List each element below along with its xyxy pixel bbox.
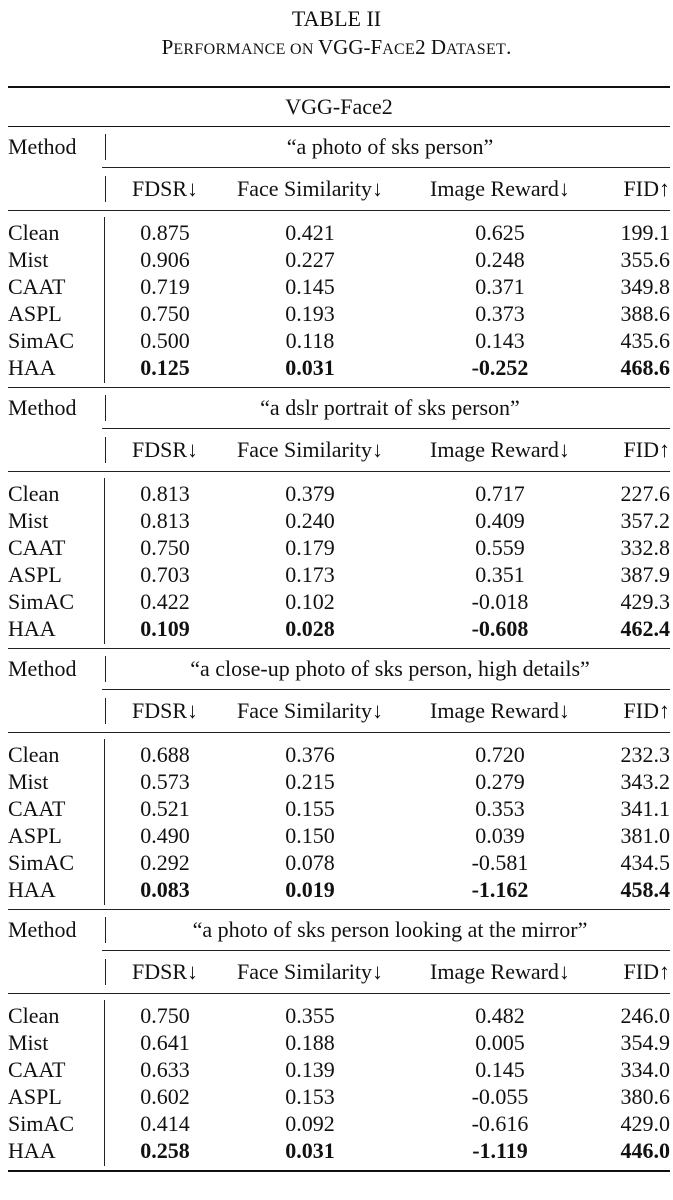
method-cell: SimAC — [8, 589, 75, 614]
face-similarity-cell: 0.150 — [285, 823, 335, 848]
method-cell: CAAT — [8, 796, 66, 821]
table-row — [8, 219, 670, 246]
col-header-fid: FID↑ — [623, 959, 670, 984]
column-separator — [104, 739, 105, 905]
table-row — [8, 1002, 670, 1029]
method-header: Method — [8, 656, 77, 681]
col-header-image-reward: Image Reward↓ — [430, 176, 570, 201]
fdsr-cell: 0.292 — [140, 850, 190, 875]
table-row — [8, 876, 670, 903]
face-similarity-cell: 0.188 — [285, 1030, 335, 1055]
fdsr-cell: 0.602 — [140, 1084, 190, 1109]
fid-cell: 355.6 — [620, 247, 670, 272]
image-reward-cell: 0.373 — [475, 301, 525, 326]
fdsr-cell: 0.875 — [140, 220, 190, 245]
method-cell: ASPL — [8, 1084, 62, 1109]
method-cell: HAA — [8, 1138, 56, 1163]
fdsr-cell: 0.688 — [140, 742, 190, 767]
column-separator — [105, 134, 106, 160]
image-reward-cell: -0.608 — [471, 616, 529, 641]
column-separator — [105, 917, 106, 943]
face-similarity-cell: 0.102 — [285, 589, 335, 614]
col-header-face-similarity: Face Similarity↓ — [236, 437, 384, 462]
method-cell: Clean — [8, 1003, 60, 1028]
image-reward-cell: -0.616 — [471, 1111, 529, 1136]
fid-cell: 332.8 — [620, 535, 670, 560]
prompt-block — [8, 649, 670, 910]
table-row — [8, 534, 670, 561]
table-row — [8, 300, 670, 327]
method-header: Method — [8, 917, 77, 942]
image-reward-cell: 0.625 — [475, 220, 525, 245]
image-reward-cell: -1.162 — [471, 877, 529, 902]
face-similarity-cell: 0.355 — [285, 1003, 335, 1028]
method-cell: ASPL — [8, 823, 62, 848]
col-header-image-reward: Image Reward↓ — [430, 959, 570, 984]
face-similarity-cell: 0.376 — [285, 742, 335, 767]
face-similarity-cell: 0.179 — [285, 535, 335, 560]
fid-cell: 380.6 — [620, 1084, 670, 1109]
fid-cell: 387.9 — [620, 562, 670, 587]
face-similarity-cell: 0.227 — [285, 247, 335, 272]
prompt-block — [8, 910, 670, 1172]
fdsr-cell: 0.083 — [140, 877, 190, 902]
method-cell: SimAC — [8, 1111, 75, 1136]
col-header-face-similarity: Face Similarity↓ — [236, 959, 384, 984]
fid-cell: 199.1 — [620, 220, 670, 245]
method-cell: HAA — [8, 355, 56, 380]
column-header-row — [8, 168, 670, 210]
fid-cell: 435.6 — [620, 328, 670, 353]
data-section — [8, 994, 670, 1170]
column-separator — [105, 698, 106, 724]
fdsr-cell: 0.641 — [140, 1030, 190, 1055]
fdsr-cell: 0.750 — [140, 535, 190, 560]
dataset-header: VGG-Face2 — [285, 94, 393, 119]
image-reward-cell: 0.717 — [475, 481, 525, 506]
method-cell: HAA — [8, 877, 56, 902]
col-header-fdsr: FDSR↓ — [131, 959, 199, 984]
table-row — [8, 588, 670, 615]
fid-cell: 357.2 — [620, 508, 670, 533]
method-cell: ASPL — [8, 562, 62, 587]
fdsr-cell: 0.125 — [140, 355, 190, 380]
column-header-row — [8, 690, 670, 732]
method-cell: Mist — [8, 247, 49, 272]
face-similarity-cell: 0.145 — [285, 274, 335, 299]
column-header-row — [8, 429, 670, 471]
prompt-text: “a photo of sks person looking at the mirror” — [192, 917, 588, 942]
title-part: ACE — [382, 41, 416, 58]
col-header-fid: FID↑ — [623, 698, 670, 723]
col-header-fid: FID↑ — [623, 437, 670, 462]
column-separator — [105, 959, 106, 985]
table-row — [8, 561, 670, 588]
fid-cell: 429.0 — [620, 1111, 670, 1136]
column-separator — [104, 217, 105, 383]
bottom-rule — [8, 1170, 670, 1172]
prompt-row — [8, 910, 670, 950]
fid-cell: 349.8 — [620, 274, 670, 299]
title-part: VGG-F — [318, 35, 383, 59]
method-cell: SimAC — [8, 850, 75, 875]
method-cell: CAAT — [8, 1057, 66, 1082]
table-row — [8, 1029, 670, 1056]
col-header-image-reward: Image Reward↓ — [430, 698, 570, 723]
image-reward-cell: 0.039 — [475, 823, 525, 848]
table-row — [8, 480, 670, 507]
col-header-fdsr: FDSR↓ — [131, 176, 199, 201]
method-cell: Clean — [8, 220, 60, 245]
table-body — [8, 127, 670, 1172]
image-reward-cell: -0.581 — [471, 850, 529, 875]
table-row — [8, 822, 670, 849]
column-header-row — [8, 951, 670, 993]
fdsr-cell: 0.573 — [140, 769, 190, 794]
prompt-block — [8, 127, 670, 388]
prompt-text: “a dslr portrait of sks person” — [260, 395, 520, 420]
column-separator — [105, 395, 106, 421]
table-row — [8, 1137, 670, 1164]
table-row — [8, 768, 670, 795]
image-reward-cell: 0.248 — [475, 247, 525, 272]
face-similarity-cell: 0.421 — [285, 220, 335, 245]
method-cell: CAAT — [8, 274, 66, 299]
prompt-row — [8, 649, 670, 689]
fid-cell: 232.3 — [620, 742, 670, 767]
method-cell: CAAT — [8, 535, 66, 560]
table-row — [8, 273, 670, 300]
face-similarity-cell: 0.379 — [285, 481, 335, 506]
image-reward-cell: 0.482 — [475, 1003, 525, 1028]
fdsr-cell: 0.490 — [140, 823, 190, 848]
col-header-face-similarity: Face Similarity↓ — [236, 698, 384, 723]
table-row — [8, 1056, 670, 1083]
column-separator — [105, 176, 106, 202]
image-reward-cell: 0.351 — [475, 562, 525, 587]
column-separator — [105, 437, 106, 463]
image-reward-cell: 0.409 — [475, 508, 525, 533]
image-reward-cell: -0.055 — [471, 1084, 529, 1109]
face-similarity-cell: 0.240 — [285, 508, 335, 533]
fid-cell: 429.3 — [620, 589, 670, 614]
method-cell: Mist — [8, 508, 49, 533]
table-row — [8, 354, 670, 381]
image-reward-cell: 0.143 — [475, 328, 525, 353]
fid-cell: 334.0 — [620, 1057, 670, 1082]
fdsr-cell: 0.703 — [140, 562, 190, 587]
title-part: P — [161, 35, 174, 59]
table-row — [8, 849, 670, 876]
column-separator — [104, 478, 105, 644]
face-similarity-cell: 0.139 — [285, 1057, 335, 1082]
face-similarity-cell: 0.028 — [285, 616, 335, 641]
fdsr-cell: 0.813 — [140, 508, 190, 533]
col-header-fdsr: FDSR↓ — [131, 698, 199, 723]
table-row — [8, 795, 670, 822]
fdsr-cell: 0.414 — [140, 1111, 190, 1136]
face-similarity-cell: 0.118 — [285, 328, 335, 353]
fid-cell: 458.4 — [620, 877, 670, 902]
results-table — [8, 86, 670, 1172]
image-reward-cell: 0.559 — [475, 535, 525, 560]
table-row — [8, 1083, 670, 1110]
title-part: . — [506, 35, 512, 59]
method-cell: Clean — [8, 481, 60, 506]
fid-cell: 246.0 — [620, 1003, 670, 1028]
method-cell: ASPL — [8, 301, 62, 326]
face-similarity-cell: 0.078 — [285, 850, 335, 875]
table-row — [8, 741, 670, 768]
fdsr-cell: 0.633 — [140, 1057, 190, 1082]
fid-cell: 341.1 — [620, 796, 670, 821]
face-similarity-cell: 0.153 — [285, 1084, 335, 1109]
table-row — [8, 246, 670, 273]
method-cell: Mist — [8, 769, 49, 794]
fid-cell: 434.5 — [620, 850, 670, 875]
fdsr-cell: 0.719 — [140, 274, 190, 299]
image-reward-cell: 0.145 — [475, 1057, 525, 1082]
column-separator — [104, 1000, 105, 1166]
col-header-image-reward: Image Reward↓ — [430, 437, 570, 462]
col-header-fdsr: FDSR↓ — [131, 437, 199, 462]
fdsr-cell: 0.109 — [140, 616, 190, 641]
fid-cell: 354.9 — [620, 1030, 670, 1055]
table-title — [0, 34, 673, 63]
fdsr-cell: 0.750 — [140, 301, 190, 326]
fdsr-cell: 0.750 — [140, 1003, 190, 1028]
face-similarity-cell: 0.193 — [285, 301, 335, 326]
prompt-row — [8, 127, 670, 167]
method-cell: Mist — [8, 1030, 49, 1055]
table-label: TABLE II — [291, 6, 382, 31]
table-row — [8, 327, 670, 354]
prompt-text: “a photo of sks person” — [286, 134, 494, 159]
method-cell: SimAC — [8, 328, 75, 353]
fdsr-cell: 0.500 — [140, 328, 190, 353]
fid-cell: 343.2 — [620, 769, 670, 794]
fid-cell: 462.4 — [620, 616, 670, 641]
prompt-block — [8, 388, 670, 649]
image-reward-cell: 0.371 — [475, 274, 525, 299]
fdsr-cell: 0.422 — [140, 589, 190, 614]
fid-cell: 468.6 — [620, 355, 670, 380]
data-section — [8, 472, 670, 648]
table-row — [8, 1110, 670, 1137]
image-reward-cell: -0.252 — [471, 355, 529, 380]
image-reward-cell: -0.018 — [471, 589, 529, 614]
data-section — [8, 211, 670, 387]
column-separator — [105, 656, 106, 682]
title-part: 2 D — [415, 35, 447, 59]
method-header: Method — [8, 134, 77, 159]
method-cell: HAA — [8, 616, 56, 641]
face-similarity-cell: 0.092 — [285, 1111, 335, 1136]
data-section — [8, 733, 670, 909]
image-reward-cell: 0.005 — [475, 1030, 525, 1055]
image-reward-cell: 0.720 — [475, 742, 525, 767]
fdsr-cell: 0.906 — [140, 247, 190, 272]
fdsr-cell: 0.521 — [140, 796, 190, 821]
face-similarity-cell: 0.019 — [285, 877, 335, 902]
method-header: Method — [8, 395, 77, 420]
col-header-fid: FID↑ — [623, 176, 670, 201]
fid-cell: 388.6 — [620, 301, 670, 326]
image-reward-cell: 0.353 — [475, 796, 525, 821]
fid-cell: 446.0 — [620, 1138, 670, 1163]
col-header-face-similarity: Face Similarity↓ — [236, 176, 384, 201]
face-similarity-cell: 0.031 — [285, 1138, 335, 1163]
prompt-row — [8, 388, 670, 428]
image-reward-cell: -1.119 — [472, 1138, 528, 1163]
face-similarity-cell: 0.173 — [285, 562, 335, 587]
method-cell: Clean — [8, 742, 60, 767]
prompt-text: “a close-up photo of sks person, high details” — [190, 656, 590, 681]
fid-cell: 227.6 — [620, 481, 670, 506]
table-row — [8, 615, 670, 642]
face-similarity-cell: 0.155 — [285, 796, 335, 821]
image-reward-cell: 0.279 — [475, 769, 525, 794]
fdsr-cell: 0.258 — [140, 1138, 190, 1163]
face-similarity-cell: 0.215 — [285, 769, 335, 794]
fid-cell: 381.0 — [620, 823, 670, 848]
fdsr-cell: 0.813 — [140, 481, 190, 506]
title-part: ATASET — [446, 41, 507, 58]
table-row — [8, 507, 670, 534]
title-part: ERFORMANCE ON — [173, 41, 319, 58]
face-similarity-cell: 0.031 — [285, 355, 335, 380]
